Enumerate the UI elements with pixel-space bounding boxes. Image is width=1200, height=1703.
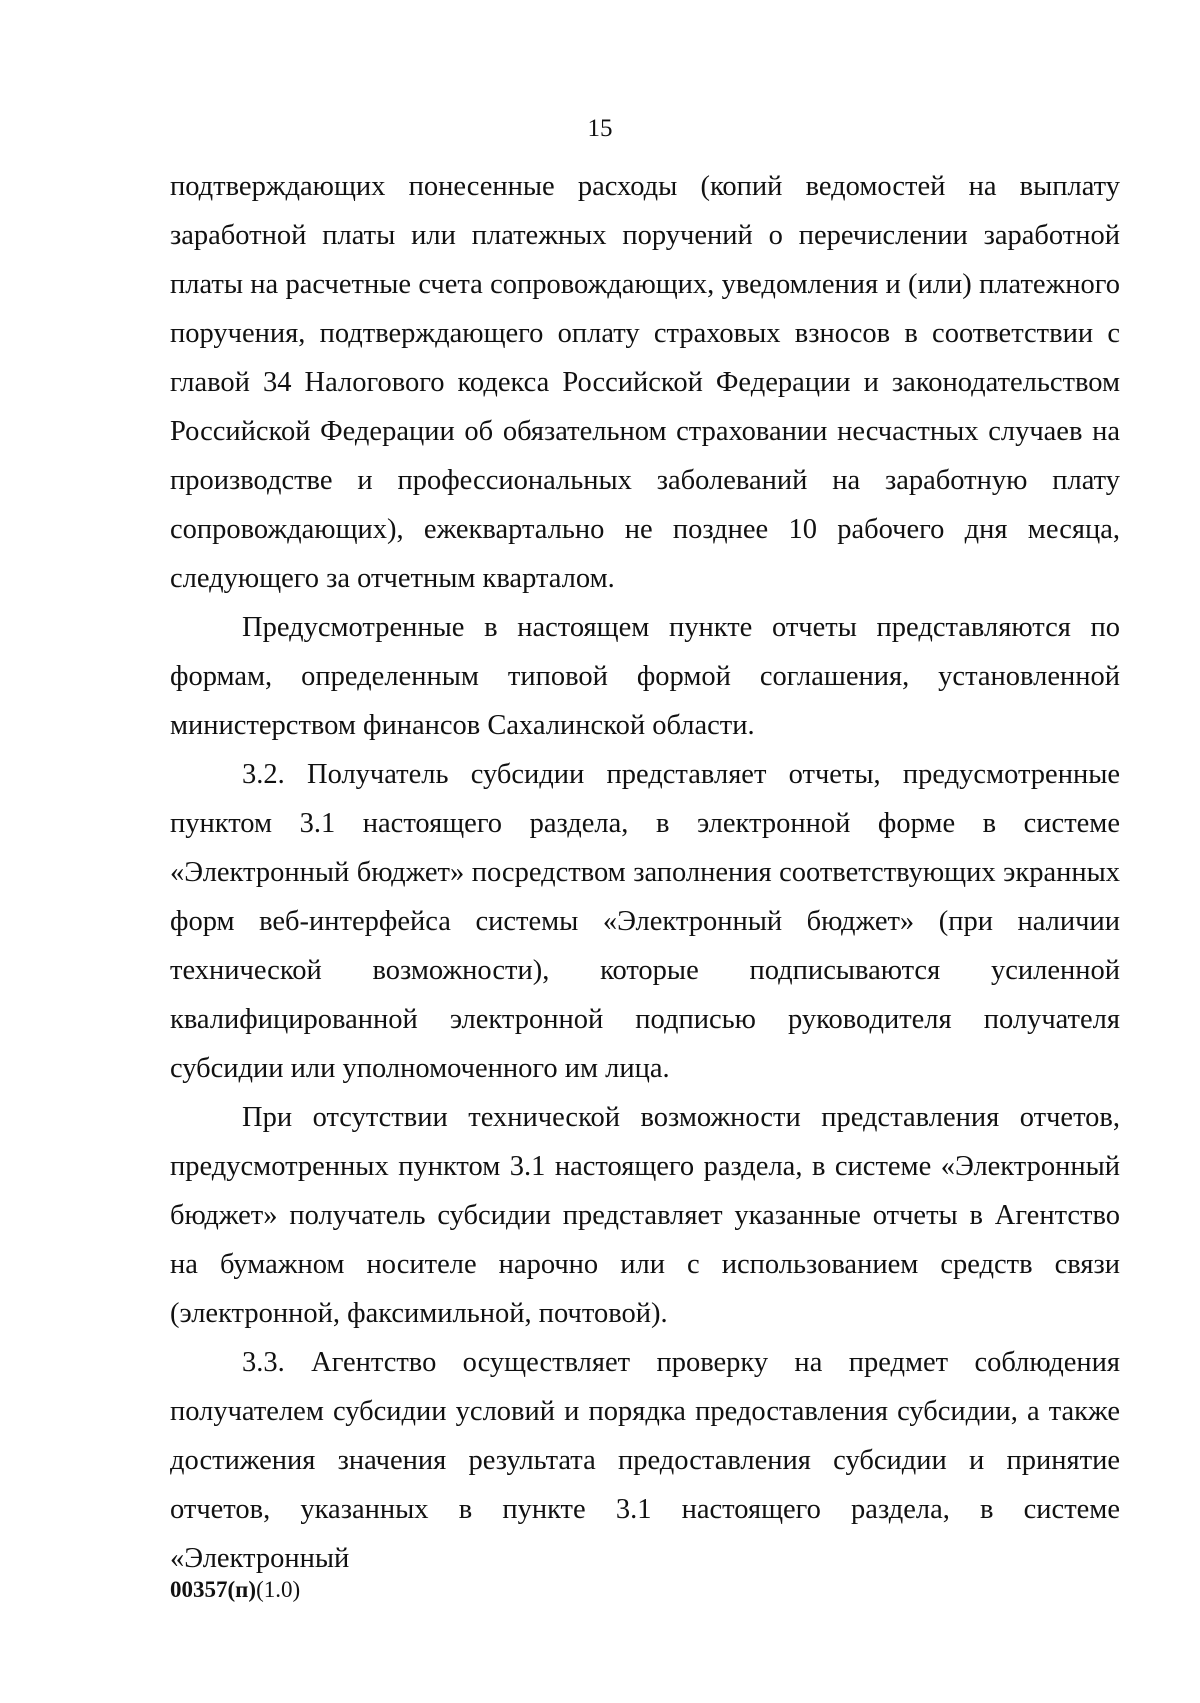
paragraph-continuation: подтверждающих понесенные расходы (копий ведомостей на выплату заработной платы или платежных поручений о перечислении заработной платы на расчетные счета сопровождающих, уведомления и (или) платежного поручения, подтверждающего оплату страховых взносов в соответствии с главой 34 Налогового кодекса Российской Федерации и законодательством Российской Федерации об обязательном страховании несчастных случаев на производстве и профессиональных заболеваний на заработную плату сопровождающих), ежеквартально не позднее 10 рабочего дня месяца, следующего за отчетным кварталом. — [170, 171, 1120, 594]
paragraph-3-3: 3.3. Агентство осуществляет проверку на предмет соблюдения получателем субсидии условий и порядка предоставления субсидии, а также достижения значения результата предоставления субсидии и принятие отчетов, указанных в пункте 3.1 настоящего раздела, в системе «Электронный — [170, 1347, 1120, 1574]
document-code-version: (1.0) — [256, 1577, 301, 1602]
paragraph-report-forms: Предусмотренные в настоящем пункте отчеты представляются по формам, определенным типовой формой соглашения, установленной министерством финансов Сахалинской области. — [170, 612, 1120, 741]
document-body — [170, 162, 1120, 1583]
paragraph-no-technical-possibility: При отсутствии технической возможности представления отчетов, предусмотренных пунктом 3.1 настоящего раздела, в системе «Электронный бюджет» получатель субсидии представляет указанные отчеты в Агентство на бумажном носителе нарочно или с использованием средств связи (электронной, факсимильной, почтовой). — [170, 1102, 1120, 1329]
document-code-number: 00357(п) — [170, 1577, 257, 1602]
page-number: 15 — [587, 115, 613, 142]
document-code — [170, 1576, 300, 1604]
paragraph-3-2: 3.2. Получатель субсидии представляет отчеты, предусмотренные пунктом 3.1 настоящего раздела, в электронной форме в системе «Электронный бюджет» посредством заполнения соответствующих экранных форм веб-интерфейса системы «Электронный бюджет» (при наличии технической возможности), которые подписываются усиленной квалифицированной электронной подписью руководителя получателя субсидии или уполномоченного им лица. — [170, 759, 1120, 1084]
